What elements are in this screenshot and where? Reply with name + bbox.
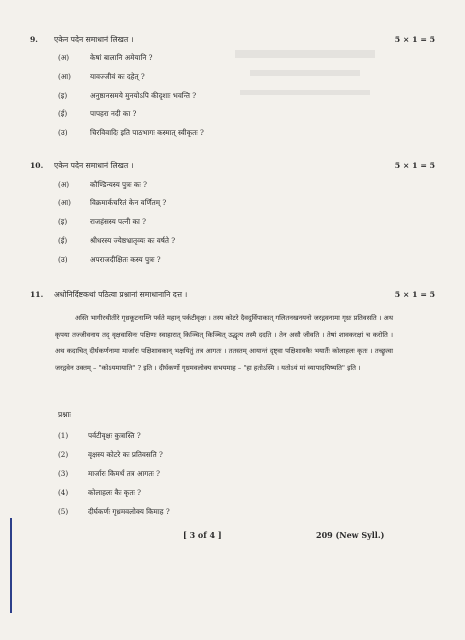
q9-number: 9. <box>30 35 38 44</box>
q10-option: (उ) अपराजदीक्षितः कस्य पुत्रः ? <box>58 255 161 264</box>
show-through-marks <box>230 40 380 130</box>
q10-marks: 5 × 1 = 5 <box>394 161 435 170</box>
page-number: [ 3 of 4 ] <box>183 530 222 540</box>
q11-passage: अस्ति भागीरथीतीरे गृध्रकूटनाम्नि पर्वते महान् पर्कटीवृक्षः । तस्य कोटरे दैवदुर्विपाकात् गलितनखनयनो जरद्गवनामा गृध्रः प्रतिवसति । अथ कृपया तज्जीवनाय तद् वृक्षवासिनः पक्षिणः स्वाहारात् किञ्चित् किञ्चित् उद्धृत्य तस्मै ददति । तेन असौ जीवति । तेषां शावकरक्षां च करोति । अथ कदाचित् दीर्घकर्णनामा मार्जारः पक्षिशावकान् भक्षयितुं तत्र आगतः । ततस्तम् आयान्तं दृष्ट्वा पक्षिशावकैः भयार्तैः कोलाहलः कृतः । तच्छ्रुत्वा जरद्गवेन उक्तम् – "कोऽयमायाति" ? इति । दीर्घकर्णो गृध्रमवलोक्य सभयमाह – "हा हतोऽस्मि । यतोऽयं मां व्यापादयिष्यति" इति । <box>55 314 393 372</box>
q11-heading: अधोनिर्दिष्टकथां पठित्वा प्रश्नानां समाधानानि दत्त । <box>54 290 188 299</box>
paper-code: 209 (New Syll.) <box>316 530 385 540</box>
q9-option: (अ) केषां बालानि अमेयानि ? <box>58 53 153 62</box>
q11-number: 11. <box>30 290 44 299</box>
q10-heading: एकेन पदेन समाधानं लिखत । <box>54 161 134 170</box>
q9-heading: एकेन पदेन समाधानं लिखत । <box>54 35 134 44</box>
q11-question: (3) मार्जारः किमर्थं तत्र आगतः ? <box>58 469 161 478</box>
q9-marks: 5 × 1 = 5 <box>394 35 435 44</box>
q10-option: (इ) राजहंसस्य पत्नी का ? <box>58 217 147 226</box>
q11-marks: 5 × 1 = 5 <box>394 290 435 299</box>
q9-option: (आ) यावज्जीवं कः दहेत् ? <box>58 72 145 81</box>
q11-question: (4) कोलाहलः कैः कृतः ? <box>58 488 142 497</box>
q9-option: (उ) चिरविवादिः इति पाठभागः कस्मात् स्वीकृतः ? <box>58 128 204 137</box>
binding-edge-mark <box>10 518 12 613</box>
q10-option: (आ) विक्रमार्कचरितं केन वर्णितम् ? <box>58 198 167 207</box>
q10-option: (अ) कौण्डिन्यस्य पुत्रः कः ? <box>58 180 147 189</box>
q11-question: (2) वृक्षस्य कोटरे कः प्रतिवसति ? <box>58 450 163 459</box>
q11-question: (1) पर्वटीवृक्षः कुत्रास्ति ? <box>58 431 141 440</box>
q10-option: (ई) श्रीधरस्य ज्येष्ठभ्रातृव्यः कः वर्षते ? <box>58 236 176 245</box>
q11-question: (5) दीर्घकर्णः गृध्रमवलोक्य किमाह ? <box>58 507 170 516</box>
q11-questions-label: प्रश्नाः <box>58 410 71 419</box>
q9-option: (ई) पापहरा नदी का ? <box>58 109 137 118</box>
q10-number: 10. <box>30 161 44 170</box>
q9-option: (इ) अनुष्ठानसमये मुनयोऽपि कीदृशाः भवन्ति ? <box>58 91 197 100</box>
